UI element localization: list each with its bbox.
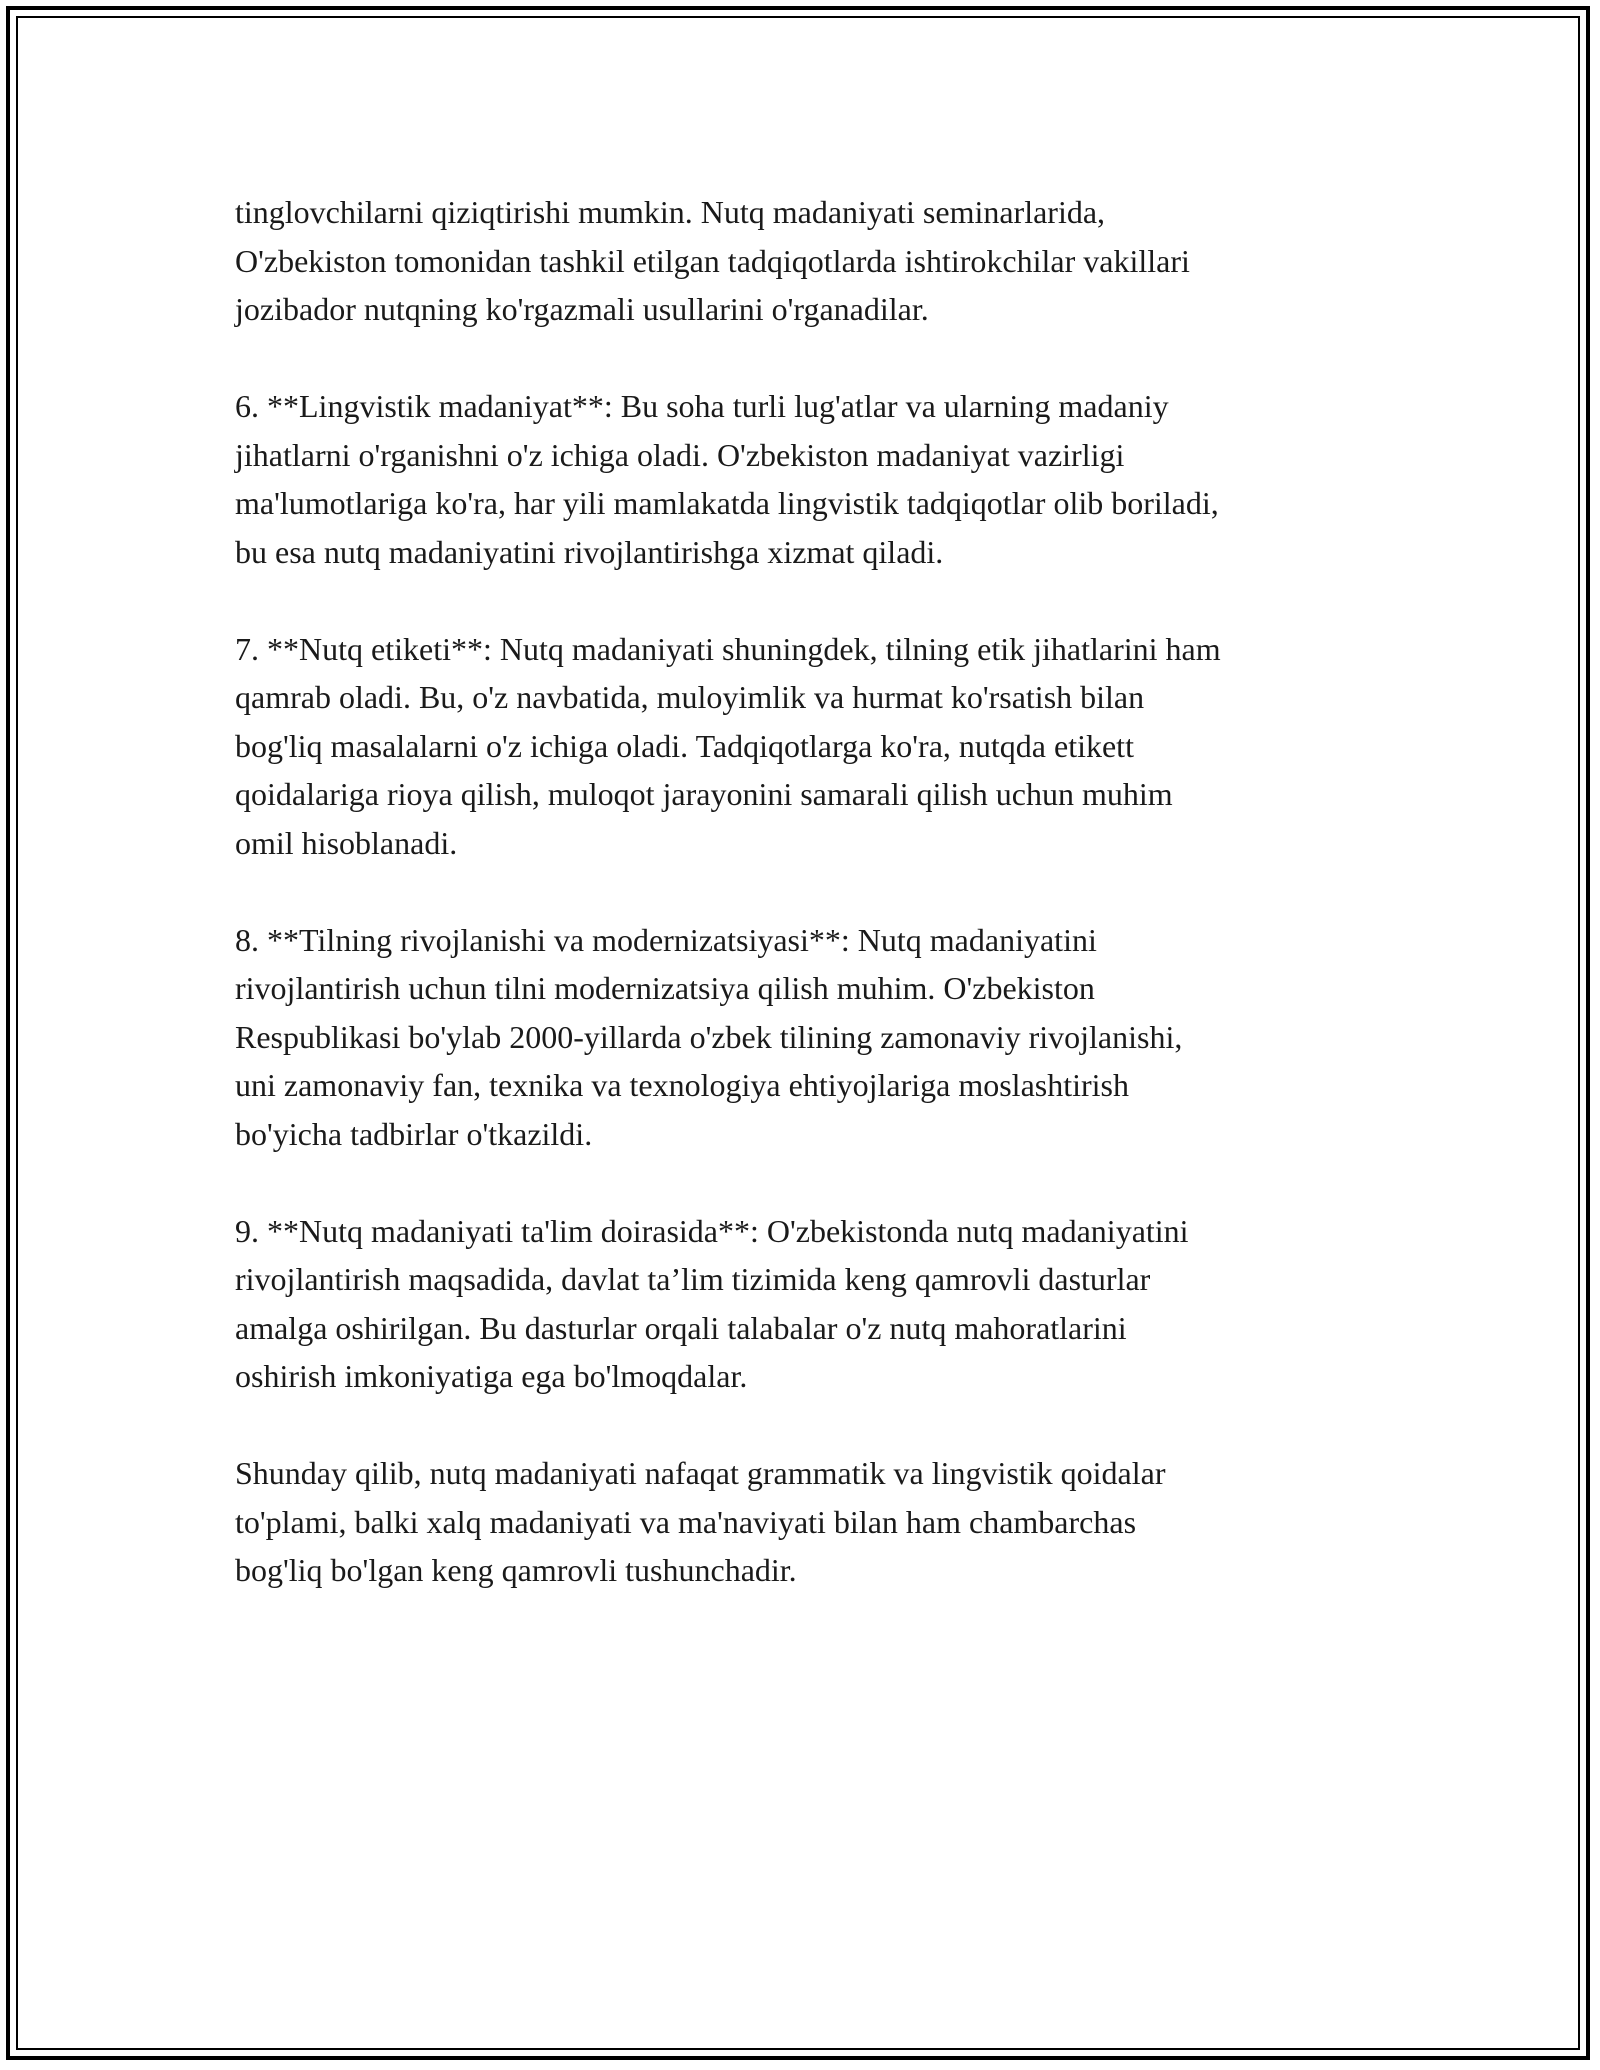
text-line: 8. **Tilning rivojlanishi va modernizatsiyasi**: Nutq madaniyatini — [235, 921, 1097, 958]
text-line: to'plami, balki xalq madaniyati va ma'naviyati bilan ham chambarchas — [235, 1503, 1137, 1540]
text-line: bo'yicha tadbirlar o'tkazildi. — [235, 1115, 593, 1152]
document-body — [235, 188, 1385, 1595]
text-line: uni zamonaviy fan, texnika va texnologiya ehtiyojlariga moslashtirish — [235, 1067, 1129, 1103]
text-line: oshirish imkoniyatiga ega bo'lmoqdalar. — [235, 1358, 748, 1394]
text-line: 9. **Nutq madaniyati ta'lim doirasida**: O'zbekistonda nutq madaniyatini — [235, 1212, 1189, 1249]
text-line: bog'liq masalalarni o'z ichiga oladi. Tadqiqotlarga ko'ra, nutqda etikett — [235, 727, 1134, 764]
text-line: amalga oshirilgan. Bu dasturlar orqali talabalar o'z nutq mahoratlarini — [235, 1309, 1127, 1346]
paragraph-item-7 — [235, 625, 1385, 868]
text-line: bu esa nutq madaniyatini rivojlantirishga xizmat qiladi. — [235, 533, 944, 570]
text-line: jihatlarni o'rganishni o'z ichiga oladi. O'zbekiston madaniyat vazirligi — [235, 436, 1125, 473]
text-line: rivojlantirish maqsadida, davlat ta’lim tizimida keng qamrovli dasturlar — [235, 1261, 1151, 1297]
text-line: Respublikasi bo'ylab 2000-yillarda o'zbek tilining zamonaviy rivojlanishi, — [235, 1018, 1183, 1055]
text-line: bog'liq bo'lgan keng qamrovli tushunchadir. — [235, 1552, 797, 1588]
text-line: omil hisoblanadi. — [235, 824, 458, 861]
text-line: 7. **Nutq etiketi**: Nutq madaniyati shuningdek, tilning etik jihatlarini ham — [235, 630, 1221, 667]
text-line: jozibador nutqning ko'rgazmali usullarini o'rganadilar. — [235, 291, 929, 327]
paragraph-conclusion — [235, 1449, 1385, 1595]
text-line: rivojlantirish uchun tilni modernizatsiya qilish muhim. O'zbekiston — [235, 970, 1095, 1006]
paragraph-item-8 — [235, 916, 1385, 1159]
text-line: 6. **Lingvistik madaniyat**: Bu soha turli lug'atlar va ularning madaniy — [235, 388, 1169, 424]
text-line: qoidalariga rioya qilish, muloqot jarayonini samarali qilish uchun muhim — [235, 776, 1173, 812]
text-line: tinglovchilarni qiziqtirishi mumkin. Nutq madaniyati seminarlarida, — [235, 194, 1106, 230]
text-line: ma'lumotlariga ko'ra, har yili mamlakatda lingvistik tadqiqotlar olib boriladi, — [235, 485, 1219, 521]
paragraph-item-6 — [235, 382, 1385, 576]
text-line: O'zbekiston tomonidan tashkil etilgan tadqiqotlarda ishtirokchilar vakillari — [235, 242, 1190, 279]
paragraph-continuation — [235, 188, 1385, 334]
text-line: qamrab oladi. Bu, o'z navbatida, muloyimlik va hurmat ko'rsatish bilan — [235, 679, 1145, 715]
text-line: Shunday qilib, nutq madaniyati nafaqat grammatik va lingvistik qoidalar — [235, 1455, 1166, 1491]
paragraph-item-9 — [235, 1207, 1385, 1401]
